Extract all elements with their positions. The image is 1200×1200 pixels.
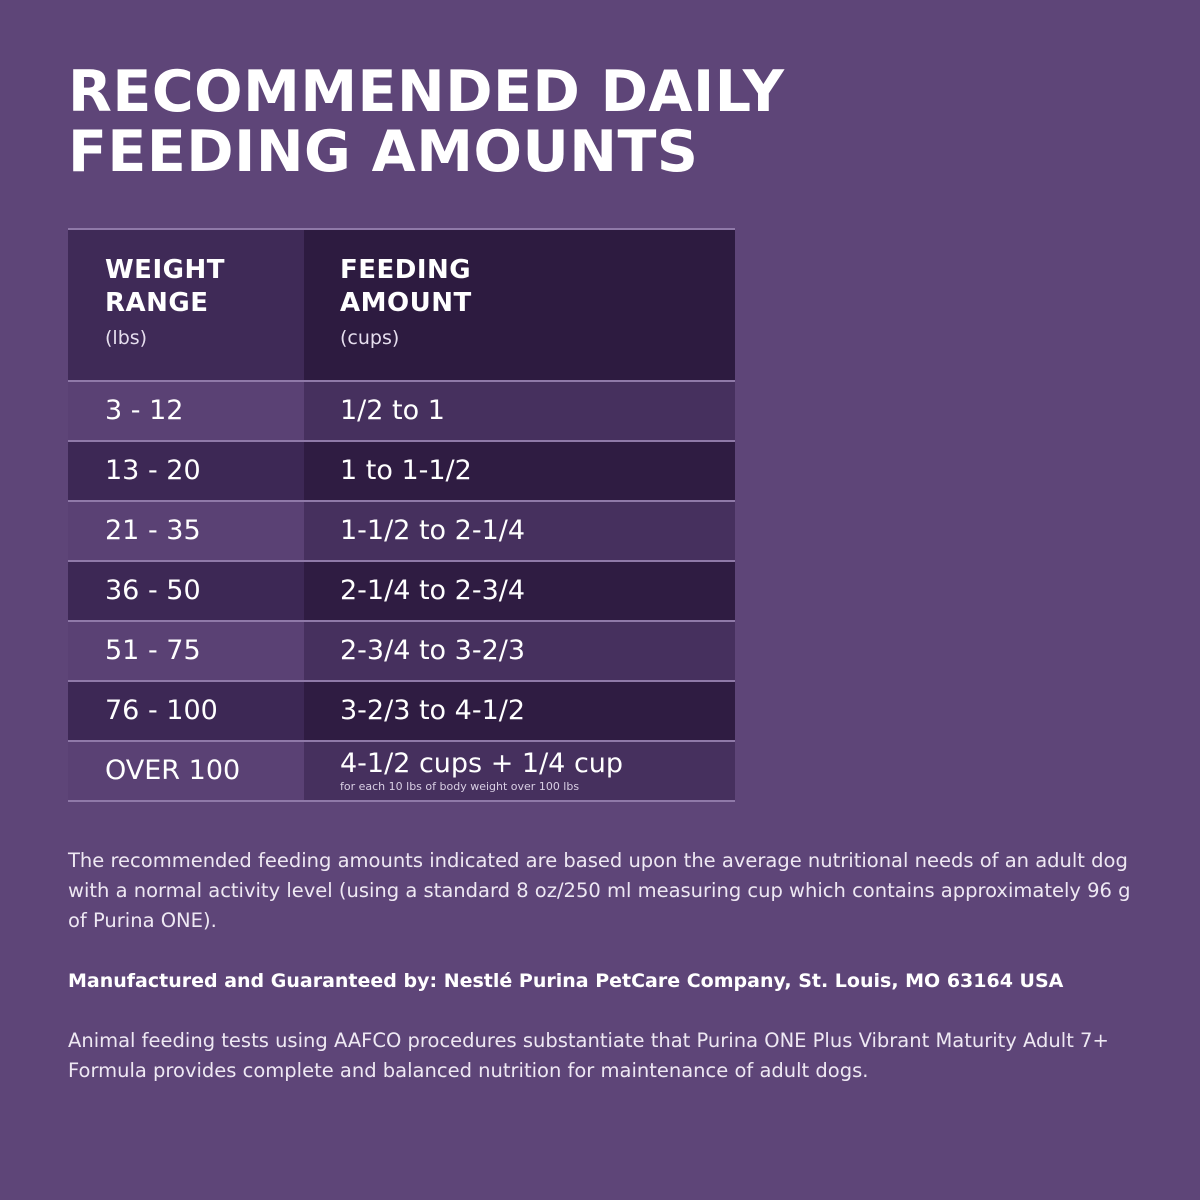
header-amount-line1: FEEDING xyxy=(340,255,472,285)
header-amount-unit: (cups) xyxy=(340,327,400,349)
title-line-2: FEEDING AMOUNTS xyxy=(68,119,699,185)
header-amount-line2: AMOUNT xyxy=(340,288,472,318)
table-row xyxy=(68,442,735,502)
manufacturer-info: Manufactured and Guaranteed by: Nestlé Purina PetCare Company, St. Louis, MO 63164 USA xyxy=(68,970,1064,992)
header-weight-line1: WEIGHT xyxy=(105,255,225,285)
amount-cell: 2-1/4 to 2-3/4 xyxy=(340,575,526,606)
weight-cell: 51 - 75 xyxy=(105,635,201,666)
amount-cell: 3-2/3 to 4-1/2 xyxy=(340,695,526,726)
table-header-row xyxy=(68,230,735,382)
amount-cell: 4-1/2 cups + 1/4 cup xyxy=(340,748,624,779)
table-row xyxy=(68,562,735,622)
table-row xyxy=(68,382,735,442)
feeding-note: The recommended feeding amounts indicated are based upon the average nutritional needs of an adult dog with a normal activity level (using a standard 8 oz/250 ml measuring cup which contains approximately 96 g of Purina ONE). xyxy=(68,849,1131,932)
title-line-1: RECOMMENDED DAILY xyxy=(68,59,785,125)
table-row xyxy=(68,622,735,682)
weight-cell: OVER 100 xyxy=(105,755,241,786)
header-weight-range xyxy=(68,230,304,380)
amount-cell: 1-1/2 to 2-1/4 xyxy=(340,515,526,546)
header-weight-line2: RANGE xyxy=(105,288,209,318)
weight-cell: 36 - 50 xyxy=(105,575,201,606)
feeding-table xyxy=(68,228,735,802)
header-weight-unit: (lbs) xyxy=(105,327,148,349)
amount-footnote: for each 10 lbs of body weight over 100 lbs xyxy=(340,780,580,793)
amount-cell: 2-3/4 to 3-2/3 xyxy=(340,635,526,666)
aafco-statement: Animal feeding tests using AAFCO procedures substantiate that Purina ONE Plus Vibrant Maturity Adult 7+ Formula provides complete and balanced nutrition for maintenance of adult dogs. xyxy=(68,1029,1109,1082)
weight-cell: 13 - 20 xyxy=(105,455,201,486)
amount-cell: 1/2 to 1 xyxy=(340,395,445,426)
weight-cell: 3 - 12 xyxy=(105,395,184,426)
header-feeding-amount xyxy=(304,230,735,380)
weight-cell: 76 - 100 xyxy=(105,695,218,726)
weight-cell: 21 - 35 xyxy=(105,515,201,546)
table-row-over-100 xyxy=(68,742,735,802)
page-title xyxy=(68,59,785,185)
table-row xyxy=(68,682,735,742)
table-row xyxy=(68,502,735,562)
amount-cell: 1 to 1-1/2 xyxy=(340,455,472,486)
